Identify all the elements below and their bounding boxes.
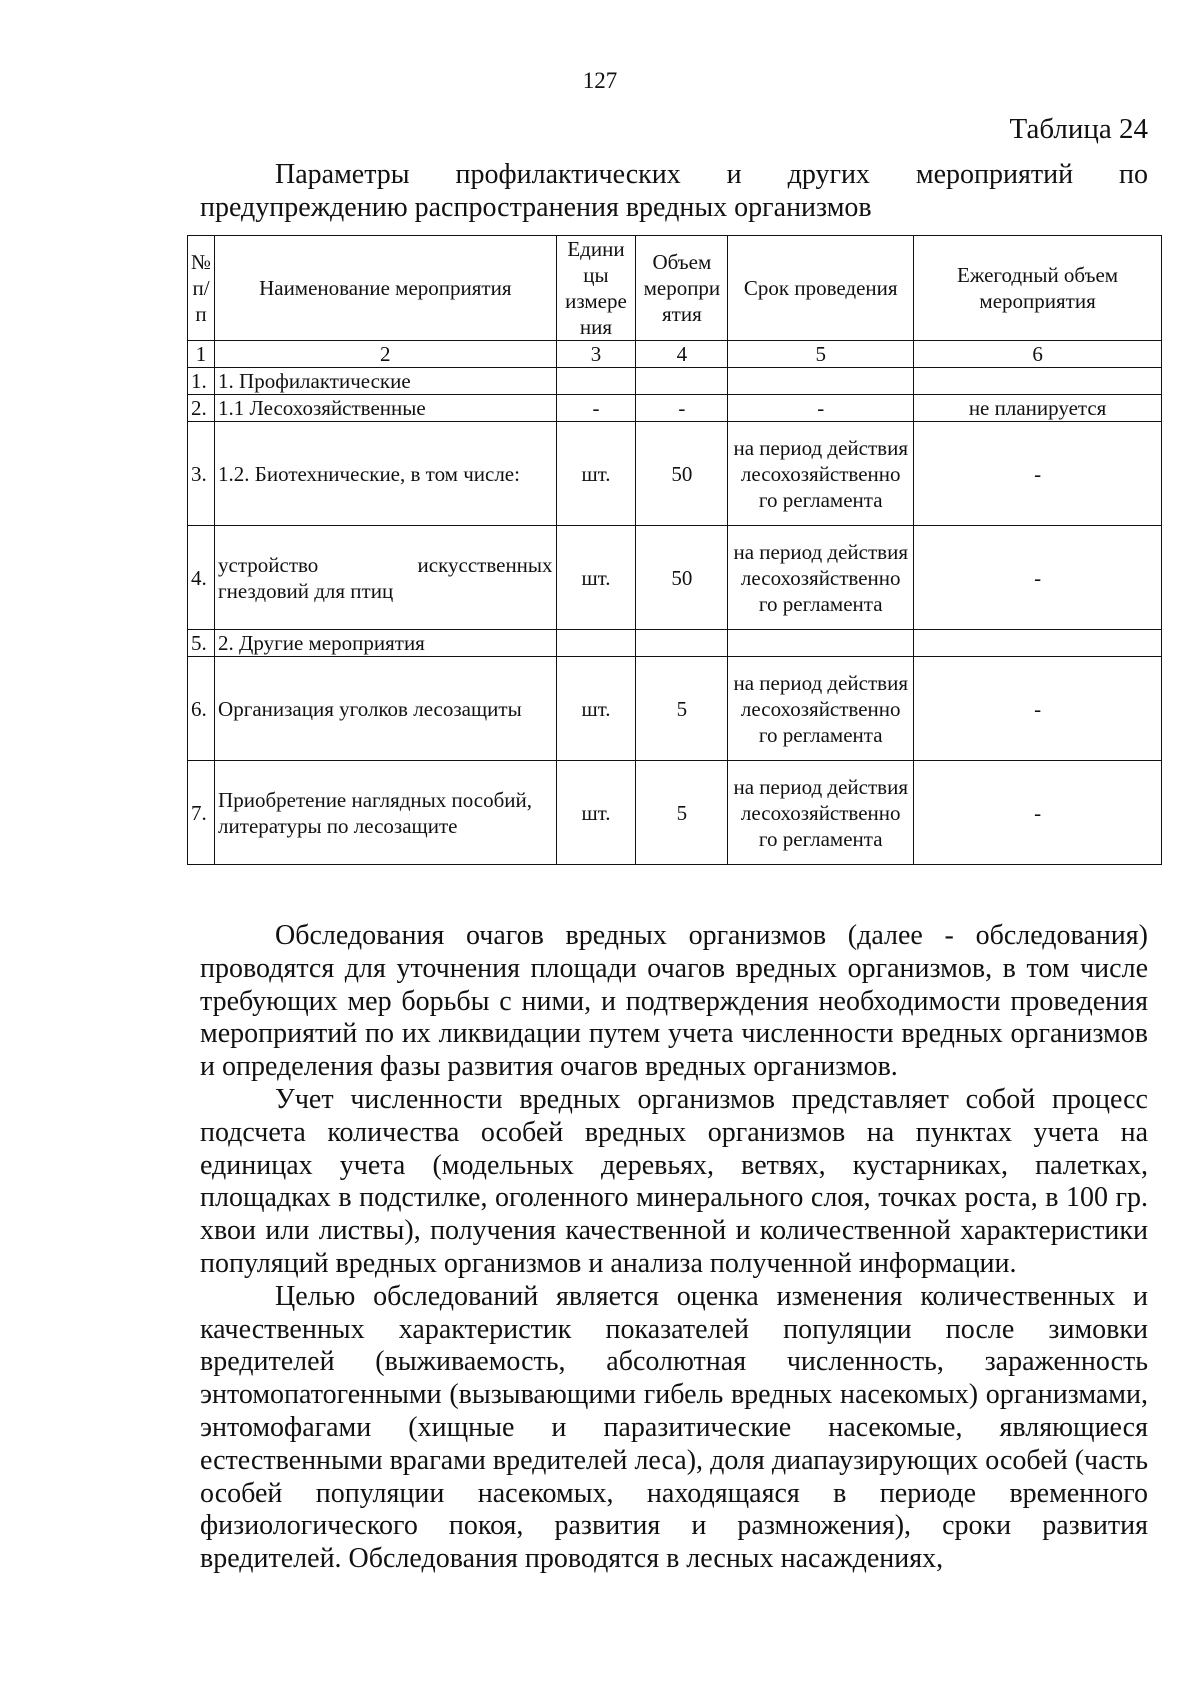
- column-number: 5: [728, 341, 914, 368]
- row-name: 1. Профилактические: [215, 368, 556, 395]
- header-cell-annual: Ежегодный объем мероприятия: [914, 236, 1162, 341]
- row-annual: -: [914, 526, 1162, 630]
- column-number: 4: [636, 341, 728, 368]
- row-name: устройство искусственных гнездовий для птиц: [215, 526, 556, 630]
- column-number: 2: [215, 341, 556, 368]
- row-number: 6.: [188, 657, 215, 761]
- table-title-line-2: предупреждению распространения вредных организмов: [200, 192, 872, 223]
- table-title-line-1: Параметры профилактических и других мероприятий по: [275, 159, 1148, 190]
- table-title: [200, 158, 1148, 224]
- row-unit: шт.: [556, 422, 636, 526]
- table-row: [188, 761, 1162, 865]
- table-row: [188, 657, 1162, 761]
- paragraph: Целью обследований является оценка изменения количественных и качественных характеристик показателей популяции после зимовки вредителей (выживаемость, абсолютная численность, зараженность энтомопатогенными (вызывающими гибель вредных насекомых) организмами, энтомофагами (хищные и паразитические насекомые, являющиеся естественными врагами вредителей леса), доля диапаузирующих особей (часть особей популяции насекомых, находящаяся в периоде временного физиологического покоя, развития и размножения), сроки развития вредителей. Обследования проводятся в лесных насаждениях,: [200, 1280, 1148, 1575]
- row-unit: [556, 368, 636, 395]
- row-unit: шт.: [556, 761, 636, 865]
- row-term: на период действия лесохозяйственно го регламента: [728, 761, 914, 865]
- row-term: на период действия лесохозяйственно го регламента: [728, 526, 914, 630]
- row-volume: [636, 368, 728, 395]
- paragraph: Обследования очагов вредных организмов (далее - обследования) проводятся для уточнения площади очагов вредных организмов, в том числе требующих мер борьбы с ними, и подтверждения необходимости проведения мероприятий по их ликвидации путем учета численности вредных организмов и определения фазы развития очагов вредных организмов.: [200, 920, 1148, 1083]
- row-unit: -: [556, 395, 636, 422]
- column-number-row: [188, 341, 1162, 368]
- row-name: Приобретение наглядных пособий, литературы по лесозащите: [215, 761, 556, 865]
- row-volume: 50: [636, 422, 728, 526]
- header-cell-term: Срок проведения: [728, 236, 914, 341]
- header-cell-unit: Едини цы измере ния: [556, 236, 636, 341]
- row-annual: не планируется: [914, 395, 1162, 422]
- column-number: 6: [914, 341, 1162, 368]
- row-annual: -: [914, 657, 1162, 761]
- row-annual: -: [914, 761, 1162, 865]
- row-unit: шт.: [556, 526, 636, 630]
- row-term: [728, 368, 914, 395]
- row-number: 1.: [188, 368, 215, 395]
- paragraph: Учет численности вредных организмов представляет собой процесс подсчета количества особей вредных организмов на пунктах учета на единицах учета (модельных деревьях, ветвях, кустарниках, палетках, площадках в подстилке, оголенного минерального слоя, точках роста, в 100 гр. хвои или листвы), получения качественной и количественной характеристики популяций вредных организмов и анализа полученной информации.: [200, 1083, 1148, 1279]
- row-volume: 50: [636, 526, 728, 630]
- row-volume: [636, 630, 728, 657]
- table-row: [188, 526, 1162, 630]
- table-row: [188, 368, 1162, 395]
- row-annual: [914, 630, 1162, 657]
- row-term: [728, 630, 914, 657]
- table-label: Таблица 24: [1009, 113, 1148, 145]
- header-cell-volume: Объем меропри ятия: [636, 236, 728, 341]
- table-header-row: [188, 236, 1162, 341]
- row-name: 2. Другие мероприятия: [215, 630, 556, 657]
- row-number: 5.: [188, 630, 215, 657]
- row-volume: 5: [636, 761, 728, 865]
- table-row: [188, 630, 1162, 657]
- body-text: [200, 920, 1148, 1576]
- measures-table: [187, 235, 1162, 865]
- row-number: 3.: [188, 422, 215, 526]
- row-number: 7.: [188, 761, 215, 865]
- header-cell-num: № п/ п: [188, 236, 215, 341]
- row-unit: шт.: [556, 657, 636, 761]
- row-name: 1.2. Биотехнические, в том числе:: [215, 422, 556, 526]
- row-annual: [914, 368, 1162, 395]
- row-volume: 5: [636, 657, 728, 761]
- table-row: [188, 395, 1162, 422]
- column-number: 1: [188, 341, 215, 368]
- row-term: -: [728, 395, 914, 422]
- row-name: 1.1 Лесохозяйственные: [215, 395, 556, 422]
- row-volume: -: [636, 395, 728, 422]
- column-number: 3: [556, 341, 636, 368]
- row-unit: [556, 630, 636, 657]
- page-number: 127: [582, 68, 618, 93]
- row-annual: -: [914, 422, 1162, 526]
- header-cell-name: Наименование мероприятия: [215, 236, 556, 341]
- row-term: на период действия лесохозяйственно го регламента: [728, 422, 914, 526]
- row-term: на период действия лесохозяйственно го регламента: [728, 657, 914, 761]
- row-number: 2.: [188, 395, 215, 422]
- table-row: [188, 422, 1162, 526]
- row-number: 4.: [188, 526, 215, 630]
- row-name: Организация уголков лесозащиты: [215, 657, 556, 761]
